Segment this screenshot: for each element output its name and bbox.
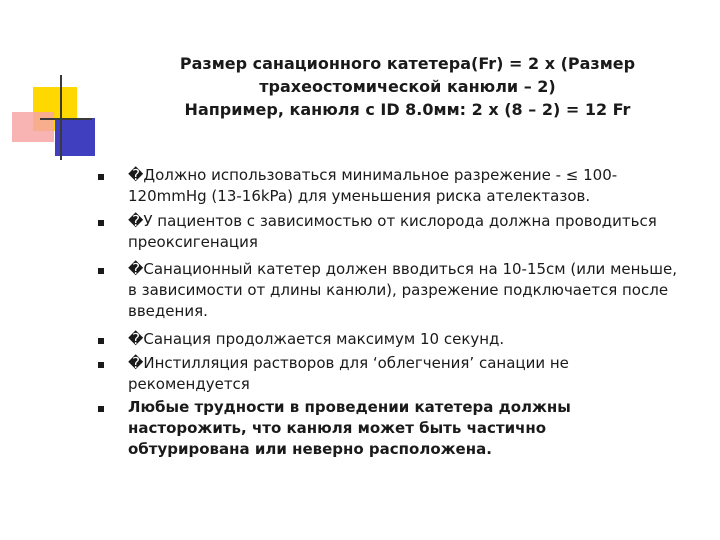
bullet-line: �Должно использоваться минимальное разрежение - ≤ 100- xyxy=(128,166,618,184)
bullet-list xyxy=(98,165,698,460)
bullet-line: в зависимости от длины канюли), разрежение подключается после xyxy=(128,281,669,299)
bullet-square-icon xyxy=(98,220,104,226)
slide-title xyxy=(120,52,695,121)
title-line: Размер санационного катетера(Fr) = 2 х (Размер xyxy=(179,54,636,73)
bullet-line: �Инстилляция растворов для ‘облегчения’ санации не xyxy=(128,354,569,372)
decor-horizontal-line xyxy=(40,118,92,120)
bullet-square-icon xyxy=(98,268,104,274)
bullet-item xyxy=(98,329,698,350)
bullet-item xyxy=(98,353,698,395)
bullet-square-icon xyxy=(98,406,104,412)
title-line: Например, канюля с ID 8.0мм: 2 х (8 – 2) = 12 Fr xyxy=(184,100,631,119)
bullet-square-icon xyxy=(98,362,104,368)
bullet-square-icon xyxy=(98,338,104,344)
decor-pink-square xyxy=(12,112,54,142)
bullet-square-icon xyxy=(98,174,104,180)
bullet-item xyxy=(98,165,698,207)
bullet-line: �Санационный катетер должен вводиться на 10-15см (или меньше, xyxy=(128,260,677,278)
bullet-line: рекомендуется xyxy=(128,375,250,393)
bullet-line: насторожить, что канюля может быть частично xyxy=(128,419,547,437)
bullet-item xyxy=(98,211,698,253)
bullet-line: введения. xyxy=(128,302,208,320)
bullet-line: 120mmHg (13-16kPa) для уменьшения риска ателектазов. xyxy=(128,187,591,205)
bullet-line: �У пациентов с зависимостью от кислорода должна проводиться xyxy=(128,212,657,230)
bullet-line: �Санация продолжается максимум 10 секунд. xyxy=(128,330,505,348)
bullet-item xyxy=(98,259,698,322)
title-line: трахеостомической канюли – 2) xyxy=(259,77,556,96)
bullet-line: обтурирована или неверно расположена. xyxy=(128,440,492,458)
bullet-line: Любые трудности в проведении катетера должны xyxy=(128,398,571,416)
bullet-line: преоксигенация xyxy=(128,233,258,251)
bullet-item xyxy=(98,397,698,460)
